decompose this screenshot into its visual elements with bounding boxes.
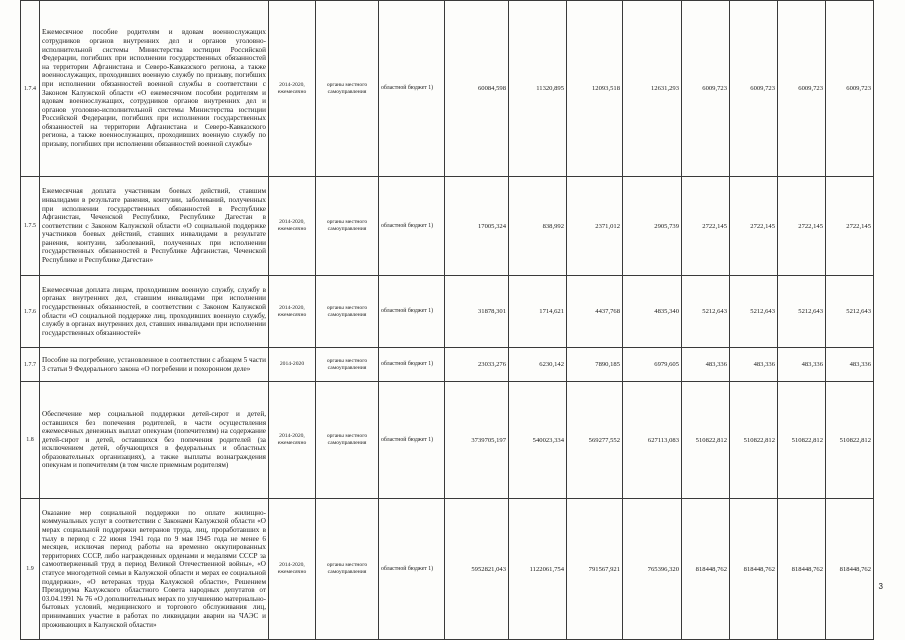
row-value: 2371,012	[567, 177, 623, 276]
row-value: 60084,598	[445, 1, 509, 177]
row-funding-source: областной бюджет 1)	[379, 348, 445, 382]
row-value: 1714,621	[509, 276, 567, 348]
row-value: 818448,762	[778, 499, 826, 640]
row-value: 6009,723	[682, 1, 730, 177]
row-value: 31878,301	[445, 276, 509, 348]
row-value: 5952821,043	[445, 499, 509, 640]
row-value: 4437,768	[567, 276, 623, 348]
row-executor: органы местного самоуправления	[316, 499, 379, 640]
row-value: 483,336	[730, 348, 778, 382]
row-period: 2014-2020	[269, 348, 316, 382]
row-value: 5212,643	[682, 276, 730, 348]
table-row	[21, 1, 874, 177]
row-executor: органы местного самоуправления	[316, 382, 379, 499]
row-value: 818448,762	[682, 499, 730, 640]
row-number: 1.7.6	[21, 276, 40, 348]
row-value: 569277,552	[567, 382, 623, 499]
row-value: 818448,762	[826, 499, 874, 640]
row-value: 6009,723	[826, 1, 874, 177]
page-number: 3	[878, 582, 883, 591]
row-description	[40, 382, 269, 499]
row-value: 7890,185	[567, 348, 623, 382]
row-value: 2722,145	[730, 177, 778, 276]
row-funding-source: областной бюджет 1)	[379, 276, 445, 348]
row-value: 12631,293	[623, 1, 682, 177]
row-value: 510822,812	[730, 382, 778, 499]
row-value: 838,992	[509, 177, 567, 276]
description-text: Ежемесячная доплата лицам, проходившим военную службу, службу в органах внутренних дел, ставшим инвалидами при исполнении государственных обязанностей, в соответствии с Законом Калужской области «О социальной поддержке лиц, проходивших военную службу, службу в органах внутренних дел, ставших инвалидами при исполнении государственных обязанностей»	[42, 285, 266, 337]
row-value: 483,336	[682, 348, 730, 382]
row-executor: органы местного самоуправления	[316, 276, 379, 348]
table-row	[21, 382, 874, 499]
row-value: 510822,812	[778, 382, 826, 499]
row-value: 17005,324	[445, 177, 509, 276]
row-funding-source: областной бюджет 1)	[379, 177, 445, 276]
description-text: Пособие на погребение, установленное в соответствии с абзацем 5 части 3 статьи 9 Федерального закона «О погребении и похоронном деле»	[42, 355, 266, 373]
row-description	[40, 177, 269, 276]
row-value: 2722,145	[778, 177, 826, 276]
row-number: 1.7.4	[21, 1, 40, 177]
row-value: 2722,145	[826, 177, 874, 276]
row-value: 6009,723	[730, 1, 778, 177]
row-description	[40, 276, 269, 348]
row-executor: органы местного самоуправления	[316, 177, 379, 276]
budget-table	[20, 0, 874, 640]
row-value: 23033,276	[445, 348, 509, 382]
table-row	[21, 499, 874, 640]
row-value: 818448,762	[730, 499, 778, 640]
table-row	[21, 177, 874, 276]
row-executor: органы местного самоуправления	[316, 1, 379, 177]
row-number: 1.7.7	[21, 348, 40, 382]
row-period: 2014-2020, ежемесячно	[269, 1, 316, 177]
row-number: 1.8	[21, 382, 40, 499]
row-value: 5212,643	[826, 276, 874, 348]
row-value: 6009,723	[778, 1, 826, 177]
row-period: 2014-2020, ежемесячно	[269, 177, 316, 276]
row-value: 2905,739	[623, 177, 682, 276]
description-text: Ежемесячное пособие родителям и вдовам военнослужащих сотрудников органов внутренних дел и органов уголовно-исполнительной системы Министерства юстиции Российской Федерации, погибших при исполнении государственных обязанностей на территории Афганистана и Северо-Кавказского региона, а также военнослужащих, проходивших военную службу по призыву, погибших при исполнении обязанностей военной службы в соответствии с Законом Калужской области «О ежемесячном пособии родителям и вдовам военнослужащих, сотрудников органов внутренних дел и органов уголовно-исполнительной системы Министерства юстиции Российской Федерации, погибших при исполнении государственных обязанностей на территории Афганистана и Северо-Кавказского региона, а также военнослужащих, проходивших военную службу по призыву, погибших при исполнении обязанностей военной службы»	[42, 28, 266, 149]
row-number: 1.7.5	[21, 177, 40, 276]
table-row	[21, 276, 874, 348]
row-value: 510822,812	[826, 382, 874, 499]
row-description	[40, 348, 269, 382]
row-value: 2722,145	[682, 177, 730, 276]
row-value: 4835,340	[623, 276, 682, 348]
row-funding-source: областной бюджет 1)	[379, 499, 445, 640]
row-value: 5212,643	[778, 276, 826, 348]
row-value: 6979,605	[623, 348, 682, 382]
row-description	[40, 1, 269, 177]
row-number: 1.9	[21, 499, 40, 640]
row-funding-source: областной бюджет 1)	[379, 382, 445, 499]
row-value: 765396,320	[623, 499, 682, 640]
row-description	[40, 499, 269, 640]
row-period: 2014-2020, ежемесячно	[269, 276, 316, 348]
row-value: 483,336	[778, 348, 826, 382]
row-period: 2014-2020, ежемесячно	[269, 382, 316, 499]
table-row	[21, 348, 874, 382]
row-value: 5212,643	[730, 276, 778, 348]
row-value: 483,336	[826, 348, 874, 382]
row-value: 11320,895	[509, 1, 567, 177]
row-value: 1122061,754	[509, 499, 567, 640]
row-value: 540023,334	[509, 382, 567, 499]
row-value: 3739705,197	[445, 382, 509, 499]
row-value: 510822,812	[682, 382, 730, 499]
row-funding-source: областной бюджет 1)	[379, 1, 445, 177]
row-value: 791567,921	[567, 499, 623, 640]
row-value: 627113,083	[623, 382, 682, 499]
description-text: Ежемесячная доплата участникам боевых действий, ставшим инвалидами в результате ранения, контузии, заболеваний, полученных при исполнении государственных обязанностей в Республике Афганистан, Чеченской Республике, Республике Дагестан в соответствии с Законом Калужской области «О социальной поддержке участников боевых действий, ставших инвалидами в результате ранения, контузии, заболеваний, полученных при исполнении государственных обязанностей в Республике Афганистан, Чеченской Республике и Республике Дагестан»	[42, 187, 266, 265]
description-text: Обеспечение мер социальной поддержки детей-сирот и детей, оставшихся без попечения родителей, в части осуществления ежемесячных денежных выплат опекунам (попечителям) на содержание детей-сирот и детей, оставшихся без попечения родителей (за исключением детей, обучающихся в федеральных и областных образовательных организациях), а также выплаты вознаграждения опекунам и попечителям (в том числе приемным родителям)	[42, 409, 266, 470]
row-value: 6230,142	[509, 348, 567, 382]
row-executor: органы местного самоуправления	[316, 348, 379, 382]
description-text: Оказание мер социальной поддержки по оплате жилищно-коммунальных услуг в соответствии с Законами Калужской области «О мерах социальной поддержки ветеранов труда, лиц, проработавших в тылу в период с 22 июня 1941 года по 9 мая 1945 года не менее 6 месяцев, исключая период работы на временно оккупированных территориях СССР, либо награжденных орденами и медалями СССР за самоотверженный труд в период Великой Отечественной войны», «О статусе многодетной семьи в Калужской области и мерах ее социальной поддержки», «О ветеранах труда Калужской области», Решением Президиума Калужского областного Совета народных депутатов от 03.04.1991 № 76 «О дополнительных мерах по улучшению материально-бытовых условий, медицинского и торгового обслуживания лиц, принимавших участие в работах по ликвидации аварии на ЧАЭС и проживающих в Калужской области»	[42, 508, 266, 629]
row-period: 2014-2020, ежемесячно	[269, 499, 316, 640]
row-value: 12093,518	[567, 1, 623, 177]
